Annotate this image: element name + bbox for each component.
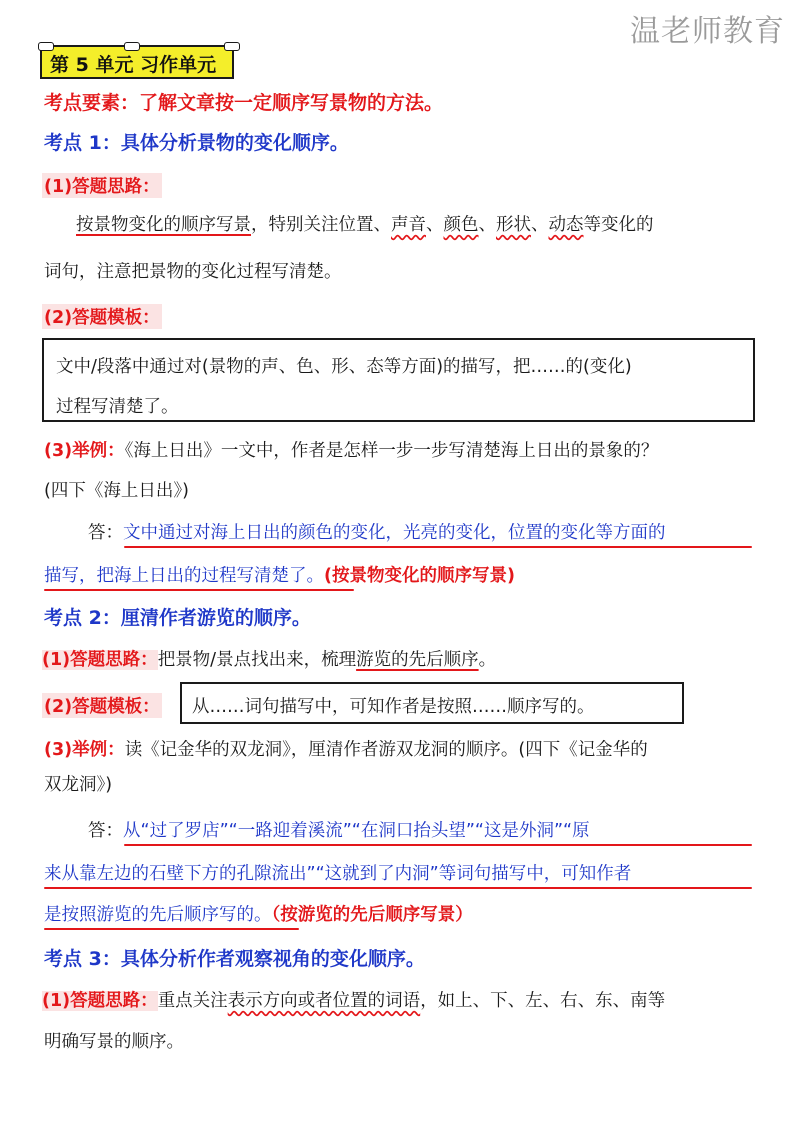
point2-idea-label: (1)答题思路： [42,650,158,670]
highlight-phrase: 形状 [496,215,531,235]
point1-answer-text2: 描写，把海上日出的过程写清楚了。 [44,566,324,586]
point1-example-q1: 《海上日出》一文中，作者是怎样一步一步写清楚海上日出的景象的？ [124,441,659,461]
point2-answer-text3: 是按照游览的先后顺序写的。 [44,905,272,925]
highlight-phrase: 颜色 [443,215,479,235]
point1-example [44,437,658,462]
point3-idea-label: (1)答题思路： [42,991,158,1011]
point1-example-q2: (四下《海上日出》) [44,481,189,501]
highlight-phrase: 按景物变化的顺序写景 [76,215,251,235]
highlight-phrase: 动态 [548,215,584,235]
point2-answer-line1 [88,817,590,842]
point2-example-label: (3)举例： [44,740,125,760]
point1-answer-text1: 文中通过对海上日出的颜色的变化，光亮的变化，位置的变化等方面的 [123,523,666,543]
point1-answer-note: (按景物变化的顺序写景) [324,566,515,586]
red-underline [44,887,752,889]
text-span: 等变化的 [583,215,654,235]
unit-title-tag [40,45,234,79]
point2-example [44,736,648,761]
point1-template-label: (2)答题模板： [42,304,162,329]
text-span: 把景物/景点找出来，梳理 [157,650,357,670]
tab-decoration [224,42,240,51]
point2-title: 考点 2：厘清作者游览的顺序。 [44,607,311,629]
point1-idea-label: (1)答题思路： [42,173,162,198]
key-requirement: 考点要素：了解文章按一定顺序写景物的方法。 [44,92,444,114]
point1-answer-line1 [88,519,666,544]
point2-template-label: (2)答题模板： [42,693,162,718]
point2-template-text: 从……词句描写中，可知作者是按照……顺序写的。 [192,697,595,717]
red-underline [124,844,752,846]
unit-title: 第 5 单元 习作单元 [50,54,217,76]
point2-answer-line3 [44,901,473,926]
watermark: 温老师教育 [630,14,785,49]
text-span: 、 [478,215,496,235]
text-span: ，特别关注位置、 [251,215,391,235]
point1-template-box [42,338,755,422]
point1-title: 考点 1：具体分析景物的变化顺序。 [44,132,349,154]
answer-label: 答： [88,821,123,841]
text-span: 重点关注 [157,991,228,1011]
point3-idea [42,987,665,1012]
point1-template-line2: 过程写清楚了。 [56,397,179,417]
point3-idea-line2: 明确写景的顺序。 [44,1032,184,1052]
answer-label: 答： [88,523,123,543]
point2-example-q2: 双龙洞》) [44,775,113,795]
point1-example-label: (3)举例： [44,441,125,461]
point2-answer-note: （按游览的先后顺序写景） [271,905,473,925]
point2-idea [42,646,496,671]
point1-idea-line1 [76,211,654,236]
text-span: ，如上、下、左、右、东、南等 [420,991,666,1011]
point2-answer-text1: 从“过了罗店”“一路迎着溪流”“在洞口抬头望”“这是外洞”“原 [123,821,590,841]
text-span: 、 [426,215,444,235]
point1-idea-line2: 词句，注意把景物的变化过程写清楚。 [44,262,342,282]
point2-answer-text2: 来从靠左边的石壁下方的孔隙流出”“这就到了内洞”等词句描写中，可知作者 [44,864,632,884]
point2-example-q1: 读《记金华的双龙洞》，厘清作者游双龙洞的顺序。(四下《记金华的 [124,740,648,760]
highlight-phrase: 声音 [391,215,426,235]
point1-answer-line2 [44,562,515,587]
highlight-phrase: 表示方向或者位置的词语 [227,991,421,1011]
red-underline [44,589,354,591]
text-span: 、 [531,215,549,235]
point3-title: 考点 3：具体分析作者观察视角的变化顺序。 [44,948,425,970]
red-underline [124,546,752,548]
point1-template-line1: 文中/段落中通过对(景物的声、色、形、态等方面)的描写，把……的(变化) [56,357,632,377]
text-span: 。 [478,650,497,670]
highlight-phrase: 游览的先后顺序 [356,650,479,670]
red-underline [44,928,299,930]
point2-answer-line2 [44,860,631,885]
point2-template-box [180,682,684,724]
